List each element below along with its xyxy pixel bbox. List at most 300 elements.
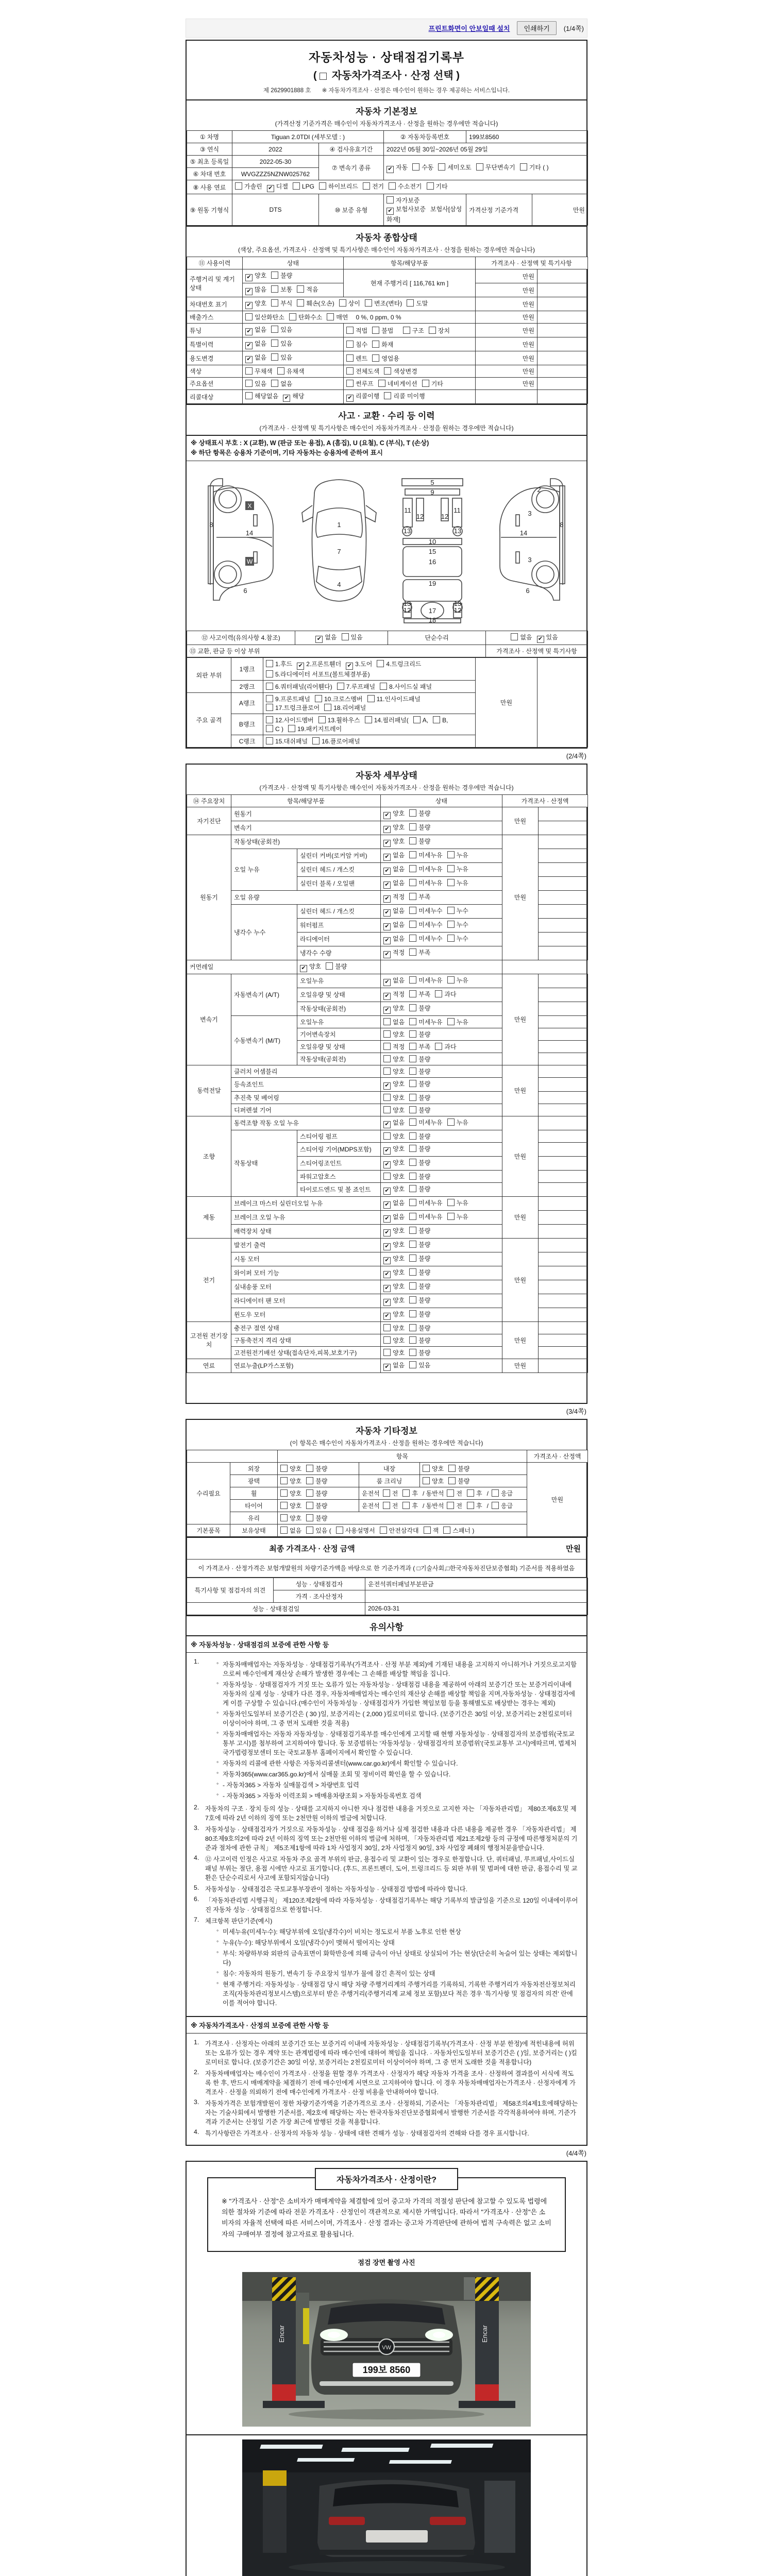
option-label: 불량	[418, 1094, 431, 1101]
unchecked-checkbox-icon	[365, 716, 372, 723]
checkbox-option	[409, 1079, 430, 1088]
table-cell: 구동축전지 격리 상태	[231, 1334, 381, 1346]
checked-checkbox-icon	[386, 166, 394, 173]
option-label: 후	[476, 1489, 482, 1497]
table-cell	[381, 876, 502, 890]
checkbox-option	[271, 285, 292, 294]
table-cell	[359, 1487, 527, 1499]
table-cell: 파워고압호스	[297, 1170, 381, 1182]
table-cell: 오일누유	[297, 1015, 381, 1028]
checked-checkbox-icon	[383, 1257, 391, 1264]
table-cell	[537, 365, 588, 378]
unchecked-checkbox-icon	[346, 380, 354, 387]
checkbox-option	[245, 353, 266, 363]
table-cell: 2022년 05월 30일~2026년 05월 29일	[384, 143, 588, 156]
checkbox-option	[409, 1067, 430, 1076]
unchecked-checkbox-icon	[409, 1094, 416, 1101]
option-label: 불량	[418, 1310, 431, 1318]
table-cell: 제동	[187, 1196, 231, 1238]
option-label: 매연	[336, 314, 348, 321]
option-label: 양호	[393, 809, 405, 817]
unchecked-checkbox-icon	[271, 272, 278, 279]
page3-badge: (3/4쪽)	[566, 1407, 586, 1415]
table-cell: 전기	[187, 1238, 231, 1321]
table-cell	[539, 1002, 588, 1015]
unchecked-checkbox-icon	[435, 1043, 442, 1050]
unchecked-checkbox-icon	[315, 695, 322, 702]
table-cell	[381, 1104, 502, 1116]
option-label: 양호	[393, 1282, 405, 1290]
checkbox-option	[407, 299, 428, 308]
mark-w-badge: W	[246, 557, 253, 565]
option-label: 16.플로어패널	[322, 737, 360, 745]
option-label: 미세누유	[418, 1213, 443, 1221]
checked-checkbox-icon	[383, 1007, 391, 1014]
table-cell	[344, 324, 476, 337]
checkbox-option	[297, 659, 341, 670]
item-number: 3.	[194, 1824, 199, 1832]
checkbox-option	[448, 1477, 469, 1485]
option-label: 불량	[418, 1159, 431, 1166]
overall-state-table	[187, 257, 588, 404]
option-label: 적음	[306, 286, 318, 293]
table-cell	[243, 324, 344, 337]
unchecked-checkbox-icon	[280, 1514, 288, 1521]
option-label: 불량	[315, 1465, 328, 1472]
option-label: 양호	[393, 1241, 405, 1248]
checkbox-option	[271, 325, 292, 334]
checkbox-option	[383, 1093, 405, 1102]
table-cell: 차대번호 표기	[187, 297, 243, 311]
table-cell	[381, 1224, 502, 1238]
checkbox-option	[447, 1118, 468, 1127]
table-cell	[381, 1053, 502, 1065]
option-label: 없음	[393, 1199, 405, 1207]
unchecked-checkbox-icon	[383, 1502, 390, 1509]
checkbox-option	[383, 1240, 405, 1250]
option-label: 없음	[393, 907, 405, 914]
checkbox-option	[383, 1348, 405, 1357]
accident-header	[187, 404, 586, 435]
checked-checkbox-icon	[383, 868, 391, 875]
notice-item	[194, 2098, 579, 2126]
option-label: 디젤	[276, 183, 288, 190]
unchecked-checkbox-icon	[409, 1213, 416, 1220]
unchecked-checkbox-icon	[288, 725, 295, 732]
unchecked-checkbox-icon	[346, 354, 354, 362]
table-cell: 만원	[502, 1359, 539, 1372]
checkbox-option	[346, 367, 379, 376]
sub-item: ◦ 자동차365(www.car365.go.kr)에서 실매물 조회 및 정비이력 확인을 할 수 있습니다.	[216, 1769, 579, 1778]
table-cell: 가격산정 기준가격	[466, 194, 532, 226]
notice-title: 유의사항	[369, 1622, 404, 1632]
unchecked-checkbox-icon	[427, 182, 434, 190]
option-label: 없음	[393, 1213, 405, 1221]
table-cell	[539, 1196, 588, 1210]
table-cell: B랭크	[231, 714, 263, 735]
table-cell: 만원	[476, 337, 537, 351]
checked-checkbox-icon	[346, 663, 353, 670]
install-printer-link[interactable]: 프린트화면이 안보일때 설치	[428, 25, 510, 32]
etc-subtitle: (이 항목은 매수인이 자동차가격조사 · 산정을 원하는 경우에만 적습니다)	[290, 1439, 483, 1447]
notice-item	[194, 1824, 579, 1852]
unchecked-checkbox-icon	[409, 1173, 416, 1180]
checkbox-option	[372, 354, 399, 363]
option-label: 없음	[255, 340, 267, 347]
checkbox-option	[383, 1030, 405, 1039]
checkbox-option	[409, 809, 430, 818]
checkbox-option	[346, 379, 374, 388]
unchecked-checkbox-icon	[492, 1489, 499, 1497]
svg-text:17: 17	[428, 606, 436, 615]
inline-text: / 동반석	[422, 1489, 444, 1497]
unchecked-checkbox-icon	[280, 1527, 288, 1534]
option-label: 양호	[393, 1227, 405, 1234]
unchecked-checkbox-icon	[412, 163, 419, 171]
checkbox-option	[438, 163, 471, 172]
checkbox-option	[342, 633, 363, 641]
table-cell: 냉각수 누수	[231, 904, 297, 960]
table-cell: 만원	[476, 351, 537, 365]
unchecked-checkbox-icon	[306, 1489, 313, 1497]
table-cell: 실린더 헤드 / 개스킷	[297, 904, 381, 918]
table-cell: 커먼레일	[187, 960, 297, 974]
unchecked-checkbox-icon	[297, 299, 304, 307]
checkbox-option	[409, 1184, 430, 1193]
unchecked-checkbox-icon	[383, 1324, 391, 1331]
photo-rear-svg	[242, 2439, 531, 2576]
table-cell	[381, 1238, 502, 1252]
table-cell	[278, 1475, 359, 1487]
checked-checkbox-icon	[245, 328, 253, 335]
document-number: 제 2629901888 호	[263, 88, 311, 94]
checkbox-option	[409, 1336, 430, 1345]
unchecked-checkbox-icon	[424, 1527, 431, 1534]
option-label: 없음	[290, 1527, 302, 1534]
checkbox-option	[266, 694, 310, 703]
svg-text:12: 12	[416, 512, 424, 520]
option-label: 누유	[456, 976, 468, 984]
option-label: 불량	[418, 1067, 431, 1075]
table-row	[187, 311, 588, 324]
option-label: 양호	[393, 837, 405, 845]
checked-checkbox-icon	[245, 274, 253, 281]
checkbox-option	[409, 920, 442, 929]
item-text: 자동차성능 · 상태점검자가 거짓으로 자동차성능 · 상태 점검을 하거나 실제 점검한 내용과 다른 내용을 제공한 경우 「자동차관리법」 제80조제9호의2에 따라 2년 이하의 징역 또는 2천만원 이하의 벌금에 처하며, 「자동차관리법 제21조제2항 등의 규정에 따른행정처분의 기준과 절차에 관한 규칙」 제5조제1항에 따라 1차 사업정지 30일, 2차 사업정지 90일, 3차 사업장 폐쇄의 행정처분을받습니다.	[205, 1825, 578, 1852]
table-cell	[539, 1294, 588, 1308]
checkbox-option	[537, 633, 558, 643]
table-cell	[539, 1224, 588, 1238]
notice-b-list	[194, 2039, 579, 2138]
table-cell: 만원	[502, 1116, 539, 1196]
definition-title: 자동차가격조사 · 산정이란?	[315, 2168, 458, 2190]
table-cell	[537, 657, 588, 747]
final-price-label: 최종 가격조사 · 산정 금액	[187, 1537, 438, 1560]
table-row	[187, 1450, 588, 1462]
table-cell: ⑦ 변속기 종류	[319, 156, 384, 180]
table-cell	[539, 890, 588, 904]
item-body	[205, 2098, 579, 2126]
svg-text:14: 14	[519, 529, 528, 537]
item-body	[205, 2128, 529, 2138]
notice-item	[194, 1804, 579, 1822]
table-cell: 용도변경	[187, 351, 243, 365]
table-cell	[381, 1130, 502, 1142]
notice-item	[194, 2128, 579, 2138]
checkbox-option	[409, 1158, 430, 1167]
svg-text:6: 6	[243, 586, 247, 595]
table-row	[187, 974, 588, 988]
price-survey-checkbox[interactable]	[320, 73, 327, 80]
table-cell: 만원	[502, 1238, 539, 1321]
option-label: 영업용	[381, 354, 399, 362]
unchecked-checkbox-icon	[409, 935, 416, 942]
option-label: 부족	[418, 893, 431, 901]
table-cell	[344, 365, 476, 378]
table-cell	[263, 680, 476, 692]
basic-info-subtitle: (가격산정 기준가격은 매수인이 자동차가격조사 · 산정을 원하는 경우에만 적습니다)	[275, 120, 498, 127]
print-button[interactable]: 인쇄하기	[517, 21, 556, 35]
option-label: 후	[476, 1502, 482, 1510]
table-cell: 보유상태	[230, 1524, 278, 1536]
inline-text: / 동반석	[422, 1502, 444, 1510]
checkbox-option	[467, 1501, 482, 1510]
table-cell: 타이어	[230, 1499, 278, 1512]
checked-checkbox-icon	[383, 1271, 391, 1278]
table-cell	[243, 351, 344, 365]
checkbox-option	[476, 163, 515, 172]
table-cell: 만원	[476, 269, 537, 283]
table-row	[187, 1196, 588, 1210]
mark-x-badge: X	[247, 502, 252, 510]
detail-title: 자동차 세부상태	[356, 770, 417, 781]
option-label: 양호	[393, 1324, 405, 1332]
checkbox-option	[245, 339, 266, 349]
option-label: 부족	[418, 948, 431, 956]
option-label: 양호	[309, 962, 322, 970]
option-label: 응급	[500, 1502, 513, 1510]
sub-item: ◦ 부식: 차량하부와 외판의 금속표면이 화학반응에 의해 금속이 아닌 상태로 상실되어 가는 현상(단순히 녹슬어 있는 상태는 제외합니다)	[216, 1948, 579, 1967]
table-cell	[539, 1266, 588, 1280]
unchecked-checkbox-icon	[266, 704, 273, 711]
table-cell: 항목	[278, 1450, 527, 1462]
unchecked-checkbox-icon	[409, 865, 416, 872]
table-cell: 2026-03-31	[365, 1602, 588, 1615]
table-row	[187, 657, 588, 680]
checkbox-option	[435, 1042, 456, 1051]
accident-subtitle: (가격조사 · 산정액 및 특기사항은 매수인이 자동차가격조사 · 산정을 원하는 경우에만 적습니다)	[259, 425, 514, 432]
checkbox-option	[377, 659, 421, 668]
table-cell	[381, 807, 502, 821]
table-cell	[381, 960, 502, 974]
value-text: 0 %, 0 ppm, 0 %	[356, 314, 401, 321]
checkbox-option	[297, 285, 318, 294]
checkbox-option	[492, 1501, 513, 1510]
unchecked-checkbox-icon	[423, 1477, 430, 1484]
table-cell	[381, 1359, 502, 1372]
checkbox-option	[383, 851, 405, 861]
table-cell	[243, 378, 344, 390]
sub-item: ◦ 침수: 자동차의 원동기, 변속기 등 주요장치 일부가 물에 잠긴 흔적이 있는 상태	[216, 1969, 579, 1978]
unchecked-checkbox-icon	[383, 1132, 391, 1140]
table-cell: 클러치 어셈블리	[231, 1065, 381, 1077]
unchecked-checkbox-icon	[306, 1477, 313, 1484]
table-cell: ⑥ 차대 번호	[187, 168, 232, 180]
option-label: 불량	[418, 1282, 431, 1290]
checkbox-option	[271, 271, 292, 280]
checkbox-option	[346, 392, 379, 402]
checkbox-option	[380, 682, 432, 691]
table-row	[187, 1065, 588, 1077]
checkbox-option	[372, 326, 393, 335]
unchecked-checkbox-icon	[409, 823, 416, 831]
checkbox-option	[447, 906, 468, 915]
table-cell: 가격조사 · 산정액	[502, 794, 588, 807]
item-body	[205, 1824, 579, 1852]
notice-headline	[187, 1615, 586, 1635]
option-label: 일산화탄소	[255, 314, 284, 321]
table-cell	[243, 365, 344, 378]
option-label: 5.라디에이터 서포트(볼트체결부품)	[275, 670, 370, 678]
table-cell	[344, 351, 476, 365]
checkbox-option	[409, 1118, 442, 1127]
table-cell: Tiguan 2.0TDI (세부모델 : )	[232, 131, 384, 143]
basic-info-header	[187, 99, 586, 130]
table-cell	[539, 1210, 588, 1224]
option-label: 미세누유	[418, 865, 443, 873]
option-label: 무채색	[255, 368, 273, 375]
checkbox-option	[423, 1464, 444, 1473]
checkbox-option	[423, 1477, 444, 1485]
option-label: 8.사이드실 패널	[389, 683, 432, 690]
option-label: 불량	[418, 1296, 431, 1304]
option-label: 리콜이행	[356, 393, 380, 400]
option-label: 9.프론트패널	[275, 695, 310, 703]
option-label: 양호	[393, 1159, 405, 1166]
checked-checkbox-icon	[383, 1082, 391, 1090]
checkbox-option	[409, 1042, 430, 1051]
table-cell: 2랭크	[231, 680, 263, 692]
option-label: 수동	[422, 163, 434, 171]
checkbox-option	[306, 1501, 327, 1510]
table-cell: 자기진단	[187, 807, 231, 835]
option-label: B,	[442, 716, 448, 724]
table-cell: 색상	[187, 365, 243, 378]
svg-text:8: 8	[560, 520, 564, 529]
option-label: 적법	[356, 327, 368, 334]
unchecked-checkbox-icon	[339, 299, 346, 307]
unchecked-checkbox-icon	[407, 299, 414, 307]
table-cell	[381, 946, 502, 960]
table-cell: 기어변속장치	[297, 1028, 381, 1040]
checkbox-option	[409, 1004, 430, 1012]
checked-checkbox-icon	[383, 840, 391, 847]
option-label: 불량	[418, 1268, 431, 1276]
option-label: 많음	[255, 286, 267, 293]
unchecked-checkbox-icon	[306, 1514, 313, 1521]
table-cell: 고전원 전기장치	[187, 1321, 231, 1359]
unchecked-checkbox-icon	[409, 1227, 416, 1234]
item-text: 특기사항란은 가격조사 · 산정자의 자동차 성능 · 상태에 대한 견해가 성능 · 상태점검자의 견해와 다를 경우 표시합니다.	[205, 2129, 529, 2137]
overall-title: 자동차 종합상태	[356, 233, 417, 243]
table-cell	[539, 974, 588, 988]
option-label: 있음	[418, 1361, 431, 1369]
table-row	[187, 1602, 588, 1615]
table-cell	[187, 1450, 278, 1462]
checked-checkbox-icon	[383, 1229, 391, 1236]
checkbox-option	[300, 962, 321, 972]
table-cell: 수리필요	[187, 1462, 230, 1524]
checkbox-option	[520, 163, 549, 172]
checkbox-option	[280, 1514, 301, 1522]
svg-text:3: 3	[528, 555, 532, 564]
checked-checkbox-icon	[383, 812, 391, 819]
checkbox-option	[383, 1361, 405, 1371]
checkbox-option	[266, 703, 320, 712]
inline-text: 보험사[삼성화재]	[386, 206, 462, 223]
unchecked-checkbox-icon	[389, 182, 396, 190]
checkbox-option	[245, 392, 278, 400]
option-label: 적정	[393, 893, 405, 901]
price-basis-note: 이 가격조사 · 산정가격은 보험개발원의 차량기준가액을 바탕으로 한 기준가격과 ( □기술사회,□한국자동차진단보증협회) 기준서를 적용하였음	[187, 1560, 586, 1578]
option-label: LPG	[301, 183, 314, 190]
page-1	[186, 40, 587, 749]
checkbox-option	[386, 163, 408, 173]
unchecked-checkbox-icon	[266, 695, 273, 702]
checkbox-option	[409, 1172, 430, 1181]
subtitle-close: )	[456, 70, 460, 81]
table-cell	[537, 337, 588, 351]
table-cell	[381, 988, 502, 1002]
checkbox-option	[447, 851, 468, 859]
table-cell: 만원	[502, 1065, 539, 1116]
unchecked-checkbox-icon	[447, 865, 455, 872]
unchecked-checkbox-icon	[467, 1489, 474, 1497]
option-label: 누수	[456, 921, 468, 928]
unchecked-checkbox-icon	[409, 1296, 416, 1303]
option-label: 렌트	[356, 354, 368, 362]
svg-text:18: 18	[428, 616, 436, 624]
table-cell	[381, 1210, 502, 1224]
option-label: 불량	[418, 1145, 431, 1153]
option-label: 누유	[456, 1213, 468, 1221]
table-cell: ⑭ 주요장치	[187, 794, 231, 807]
checked-checkbox-icon	[383, 979, 391, 986]
table-cell	[539, 1252, 588, 1266]
inline-text: /	[486, 1502, 489, 1510]
checkbox-option	[409, 851, 442, 859]
table-cell	[539, 1130, 588, 1142]
table-cell	[381, 1091, 502, 1104]
unchecked-checkbox-icon	[409, 1336, 416, 1344]
unchecked-checkbox-icon	[383, 1067, 391, 1075]
table-cell: 2022	[232, 143, 319, 156]
table-cell: 스티어링 기어(MDPS포함)	[297, 1142, 381, 1156]
unchecked-checkbox-icon	[266, 670, 273, 677]
page-3	[186, 1419, 587, 2146]
option-label: 유채색	[286, 368, 305, 375]
option-label: 없음	[393, 1018, 405, 1026]
sub-item: ◦ - 자동차365 > 자동차 실매물검색 > 차량번호 입력	[216, 1780, 579, 1789]
table-cell	[297, 960, 381, 974]
table-cell	[278, 1512, 527, 1524]
table-cell: 배력장치 상태	[231, 1224, 381, 1238]
notice-item	[194, 2069, 579, 2096]
sub-item: ◦ 미세누유(미세누수): 해당부위에 오일(냉각수)이 비치는 정도로서 부품 노후로 인한 현상	[216, 1927, 579, 1936]
checkbox-option	[383, 1254, 405, 1264]
checkbox-option	[383, 1158, 405, 1168]
table-cell: 가격 · 조사산정자	[274, 1590, 365, 1602]
